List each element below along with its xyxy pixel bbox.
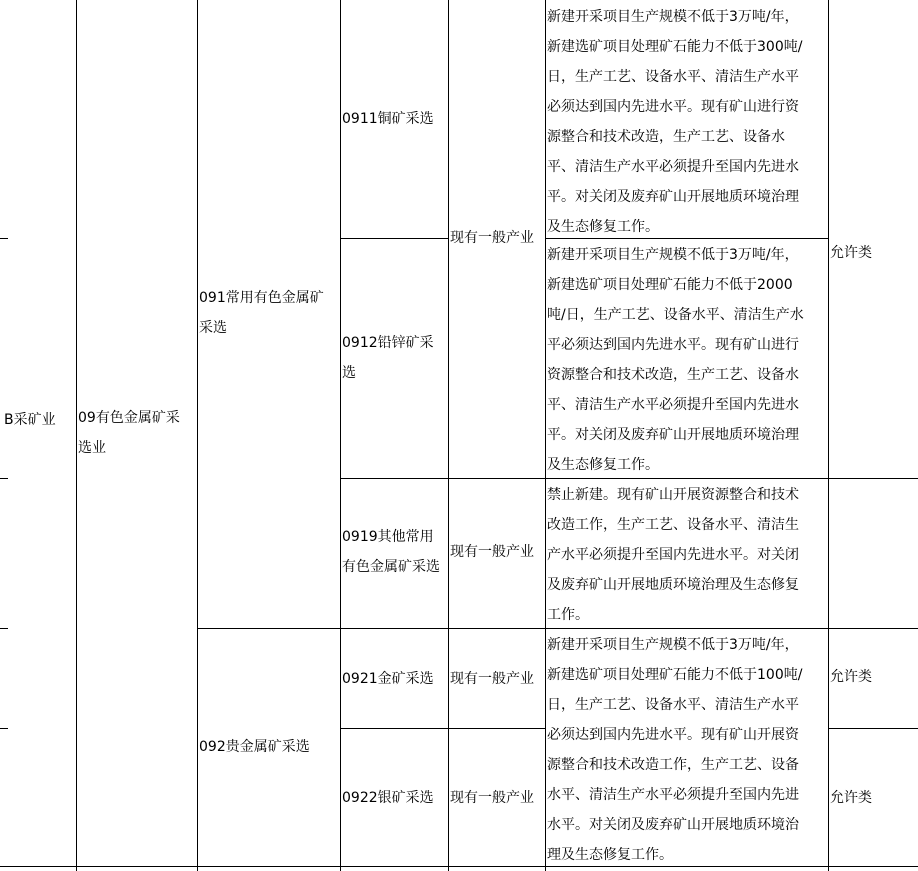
subclass-0919: 0919其他常用 有色金属矿采选: [342, 529, 440, 575]
grid-line: [828, 0, 829, 871]
grid-line: [828, 728, 918, 729]
industry-type-0922: 现有一般产业: [450, 790, 534, 806]
grid-line: [0, 238, 8, 239]
subclass-0911: 0911铜矿采选: [342, 111, 434, 127]
industry-type-0919: 现有一般产业: [450, 544, 534, 560]
category-0921: 允许类: [830, 669, 872, 685]
subclass-0912: 0912铅锌矿采 选: [342, 335, 434, 381]
major-class-cell: 09有色金属矿采选业: [78, 410, 180, 456]
mid-class-1-cell: 091常用有色金属矿 采选: [199, 290, 324, 336]
requirement-0912: 新建开采项目生产规模不低于3万吨/年， 新建选矿项目处理矿石能力不低于2000 吨/日，生产工艺、设备水平、清洁生产水 平必须达到国内先进水平。现有矿山进行 资源整合和技术改造，生产工艺、设备水 平、清洁生产水平必须提升至国内先进水 平。对关闭及废弃矿山开展地质环境治理 及生态修复工作。: [547, 247, 804, 473]
sector-label: B采矿业: [4, 412, 56, 428]
sector-cell: [2, 405, 74, 435]
grid-line: [0, 478, 8, 479]
mid-class-2-cell: 092贵金属矿采选: [199, 739, 310, 755]
category-group: 允许类: [830, 245, 872, 261]
industry-type-0921: 现有一般产业: [450, 671, 534, 687]
subclass-0922: 0922银矿采选: [342, 790, 434, 806]
grid-line: [340, 238, 448, 239]
grid-line: [448, 0, 449, 871]
industry-type-group: 现有一般产业: [450, 230, 534, 246]
grid-line: [340, 728, 545, 729]
requirement-0911: 新建开采项目生产规模不低于3万吨/年， 新建选矿项目处理矿石能力不低于300吨/ 日，生产工艺、设备水平、清洁生产水平 必须达到国内先进水平。现有矿山进行资 源整合和技术改造，生产工艺、设备水 平、清洁生产水平必须提升至国内先进水 平。对关闭及废弃矿山开展地质环境治理 及生态修复工作。: [547, 9, 803, 235]
requirement-precious: 新建开采项目生产规模不低于3万吨/年， 新建选矿项目处理矿石能力不低于100吨/ 日，生产工艺、设备水平、清洁生产水平 必须达到国内先进水平。现有矿山开展资 源整合和技术改造工作，生产工艺、设备 水平、清洁生产水平必须提升至国内先进 水平。对关闭及废弃矿山开展地质环境治 理及生态修复工作。: [547, 637, 803, 863]
grid-line: [0, 728, 8, 729]
grid-line: [0, 628, 8, 629]
subclass-0921: 0921金矿采选: [342, 671, 434, 687]
category-0922: 允许类: [830, 790, 872, 806]
requirement-0919: 禁止新建。现有矿山开展资源整合和技术 改造工作，生产工艺、设备水平、清洁生 产水平必须提升至国内先进水平。对关闭 及废弃矿山开展地质环境治理及生态修复 工作。: [547, 487, 799, 623]
